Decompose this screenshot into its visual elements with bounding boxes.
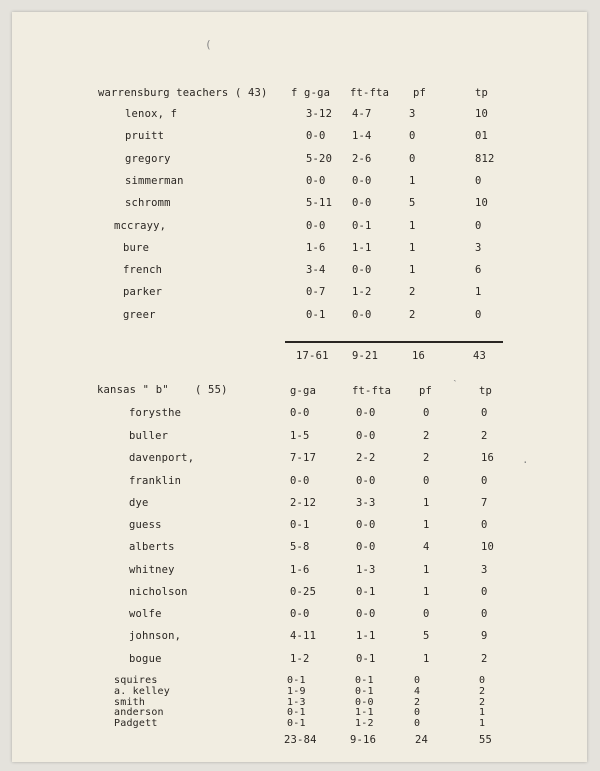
stat-tp: 9 xyxy=(481,630,488,642)
stat-pf: 0 xyxy=(414,707,421,718)
header-fg: g-ga xyxy=(290,385,317,397)
stat-ft: 0-0 xyxy=(356,541,376,553)
stat-ft: 4-7 xyxy=(352,108,372,120)
stat-pf: 2 xyxy=(409,309,416,321)
stat-tp: 16 xyxy=(481,452,495,464)
stat-ft: 0-0 xyxy=(356,519,376,531)
stat-tp: 10 xyxy=(481,541,495,553)
stat-ft: 1-3 xyxy=(356,564,376,576)
stat-ft: 0-0 xyxy=(352,175,372,187)
pencil-mark: · xyxy=(522,456,529,469)
header-ft: ft-fta xyxy=(350,87,390,99)
player-name: parker xyxy=(123,286,163,298)
stat-pf: 1 xyxy=(423,564,430,576)
stat-fg: 1-6 xyxy=(306,242,326,254)
stat-fg: 1-3 xyxy=(287,697,306,708)
stat-ft: 0-0 xyxy=(352,197,372,209)
stat-pf: 2 xyxy=(423,430,430,442)
stat-tp: 3 xyxy=(475,242,482,254)
stat-ft: 1-1 xyxy=(352,242,372,254)
stat-tp: 0 xyxy=(475,175,482,187)
stat-pf: 0 xyxy=(409,153,416,165)
total-pf: 16 xyxy=(412,350,426,362)
total-pf: 24 xyxy=(415,734,429,746)
player-name: bogue xyxy=(129,653,162,665)
stat-pf: 2 xyxy=(409,286,416,298)
stat-ft: 1-4 xyxy=(352,130,372,142)
stat-tp: 3 xyxy=(481,564,488,576)
stat-ft: 0-1 xyxy=(356,586,376,598)
stat-tp: 2 xyxy=(481,653,488,665)
header-ft: ft-fta xyxy=(352,385,392,397)
player-name: dye xyxy=(129,497,149,509)
player-name: simmerman xyxy=(125,175,184,187)
player-name: buller xyxy=(129,430,169,442)
stat-tp: 10 xyxy=(475,108,489,120)
stat-fg: 5-8 xyxy=(290,541,310,553)
stat-tp: 0 xyxy=(481,407,488,419)
stat-fg: 0-7 xyxy=(306,286,326,298)
stat-fg: 0-1 xyxy=(287,675,306,686)
stat-fg: 4-11 xyxy=(290,630,317,642)
stat-ft: 0-0 xyxy=(352,309,372,321)
stat-pf: 0 xyxy=(414,675,421,686)
stat-ft: 0-0 xyxy=(356,475,376,487)
stat-pf: 2 xyxy=(423,452,430,464)
stat-fg: 2-12 xyxy=(290,497,317,509)
stat-fg: 1-6 xyxy=(290,564,310,576)
player-name: johnson, xyxy=(129,630,182,642)
player-name: a. kelley xyxy=(114,686,170,697)
stat-pf: 2 xyxy=(414,697,421,708)
stat-ft: 0-1 xyxy=(355,686,374,697)
stat-ft: 0-1 xyxy=(355,675,374,686)
pencil-mark: ˋ xyxy=(452,378,459,391)
stat-ft: 1-2 xyxy=(355,718,374,729)
player-name: wolfe xyxy=(129,608,162,620)
player-name: schromm xyxy=(125,197,171,209)
stat-ft: 1-2 xyxy=(352,286,372,298)
header-pf: pf xyxy=(413,87,427,99)
player-name: greer xyxy=(123,309,156,321)
stat-ft: 0-0 xyxy=(356,407,376,419)
player-name: anderson xyxy=(114,707,164,718)
stat-pf: 1 xyxy=(409,175,416,187)
stat-pf: 0 xyxy=(409,130,416,142)
stat-fg: 0-1 xyxy=(287,718,306,729)
stat-ft: 0-0 xyxy=(356,608,376,620)
stat-tp: 0 xyxy=(481,519,488,531)
stat-tp: 0 xyxy=(481,608,488,620)
stat-pf: 0 xyxy=(423,608,430,620)
stat-fg: 1-2 xyxy=(290,653,310,665)
player-name: mccrayy, xyxy=(114,220,167,232)
stat-fg: 0-1 xyxy=(287,707,306,718)
stat-fg: 3-12 xyxy=(306,108,333,120)
player-name: alberts xyxy=(129,541,175,553)
stat-tp: 2 xyxy=(479,686,486,697)
stat-ft: 1-1 xyxy=(356,630,376,642)
stat-tp: 1 xyxy=(479,707,486,718)
stat-pf: 0 xyxy=(423,475,430,487)
header-fg: f g-ga xyxy=(291,87,331,99)
stat-tp: 0 xyxy=(475,309,482,321)
stat-ft: 0-0 xyxy=(356,430,376,442)
player-name: forysthe xyxy=(129,407,182,419)
stat-tp: 6 xyxy=(475,264,482,276)
stat-fg: 0-0 xyxy=(306,220,326,232)
team2-title: kansas " b" xyxy=(97,384,169,396)
stat-ft: 3-3 xyxy=(356,497,376,509)
header-pf: pf xyxy=(419,385,433,397)
stat-fg: 5-11 xyxy=(306,197,333,209)
total-ft: 9-21 xyxy=(352,350,379,362)
stat-fg: 0-25 xyxy=(290,586,317,598)
stat-ft: 0-0 xyxy=(352,264,372,276)
player-name: lenox, f xyxy=(125,108,178,120)
stat-pf: 4 xyxy=(423,541,430,553)
stat-tp: 01 xyxy=(475,130,489,142)
total-tp: 43 xyxy=(473,350,487,362)
stat-pf: 3 xyxy=(409,108,416,120)
stat-ft: 0-1 xyxy=(356,653,376,665)
player-name: nicholson xyxy=(129,586,188,598)
total-fg: 23-84 xyxy=(284,734,317,746)
player-name: franklin xyxy=(129,475,182,487)
stat-ft: 2-6 xyxy=(352,153,372,165)
stat-fg: 7-17 xyxy=(290,452,317,464)
stat-ft: 2-2 xyxy=(356,452,376,464)
stat-tp: 0 xyxy=(475,220,482,232)
stat-pf: 1 xyxy=(423,586,430,598)
total-ft: 9-16 xyxy=(350,734,377,746)
player-name: guess xyxy=(129,519,162,531)
stat-tp: 2 xyxy=(479,697,486,708)
player-name: squires xyxy=(114,675,158,686)
stat-tp: 10 xyxy=(475,197,489,209)
player-name: davenport, xyxy=(129,452,195,464)
team1-title: warrensburg teachers ( 43) xyxy=(98,87,268,99)
header-tp: tp xyxy=(479,385,493,397)
stat-fg: 1-5 xyxy=(290,430,310,442)
stat-fg: 0-1 xyxy=(306,309,326,321)
total-fg: 17-61 xyxy=(296,350,329,362)
stat-fg: 0-0 xyxy=(290,608,310,620)
stat-tp: 2 xyxy=(481,430,488,442)
stat-fg: 3-4 xyxy=(306,264,326,276)
stat-tp: 0 xyxy=(481,475,488,487)
stat-fg: 0-0 xyxy=(306,130,326,142)
player-name: whitney xyxy=(129,564,175,576)
player-name: Padgett xyxy=(114,718,158,729)
totals-rule xyxy=(285,341,503,343)
stat-pf: 1 xyxy=(409,220,416,232)
stat-pf: 1 xyxy=(409,242,416,254)
stat-pf: 5 xyxy=(423,630,430,642)
stat-pf: 5 xyxy=(409,197,416,209)
stat-fg: 0-0 xyxy=(290,475,310,487)
stat-tp: 0 xyxy=(481,586,488,598)
stat-pf: 1 xyxy=(423,653,430,665)
pencil-mark: ( xyxy=(205,38,212,51)
stat-pf: 0 xyxy=(414,718,421,729)
stat-fg: 1-9 xyxy=(287,686,306,697)
stat-ft: 1-1 xyxy=(355,707,374,718)
stat-fg: 0-0 xyxy=(290,407,310,419)
stat-pf: 1 xyxy=(409,264,416,276)
stat-tp: 1 xyxy=(475,286,482,298)
stat-pf: 4 xyxy=(414,686,421,697)
team2-score: ( 55) xyxy=(195,384,228,396)
player-name: pruitt xyxy=(125,130,165,142)
stat-pf: 1 xyxy=(423,519,430,531)
stat-ft: 0-1 xyxy=(352,220,372,232)
player-name: smith xyxy=(114,697,146,708)
stat-tp: 0 xyxy=(479,675,486,686)
stat-fg: 0-1 xyxy=(290,519,310,531)
player-name: gregory xyxy=(125,153,171,165)
stat-fg: 5-20 xyxy=(306,153,333,165)
player-name: french xyxy=(123,264,163,276)
total-tp: 55 xyxy=(479,734,493,746)
stat-pf: 1 xyxy=(423,497,430,509)
stat-tp: 812 xyxy=(475,153,495,165)
stat-tp: 1 xyxy=(479,718,486,729)
stat-ft: 0-0 xyxy=(355,697,374,708)
header-tp: tp xyxy=(475,87,489,99)
stat-fg: 0-0 xyxy=(306,175,326,187)
stat-pf: 0 xyxy=(423,407,430,419)
stat-tp: 7 xyxy=(481,497,488,509)
player-name: bure xyxy=(123,242,150,254)
